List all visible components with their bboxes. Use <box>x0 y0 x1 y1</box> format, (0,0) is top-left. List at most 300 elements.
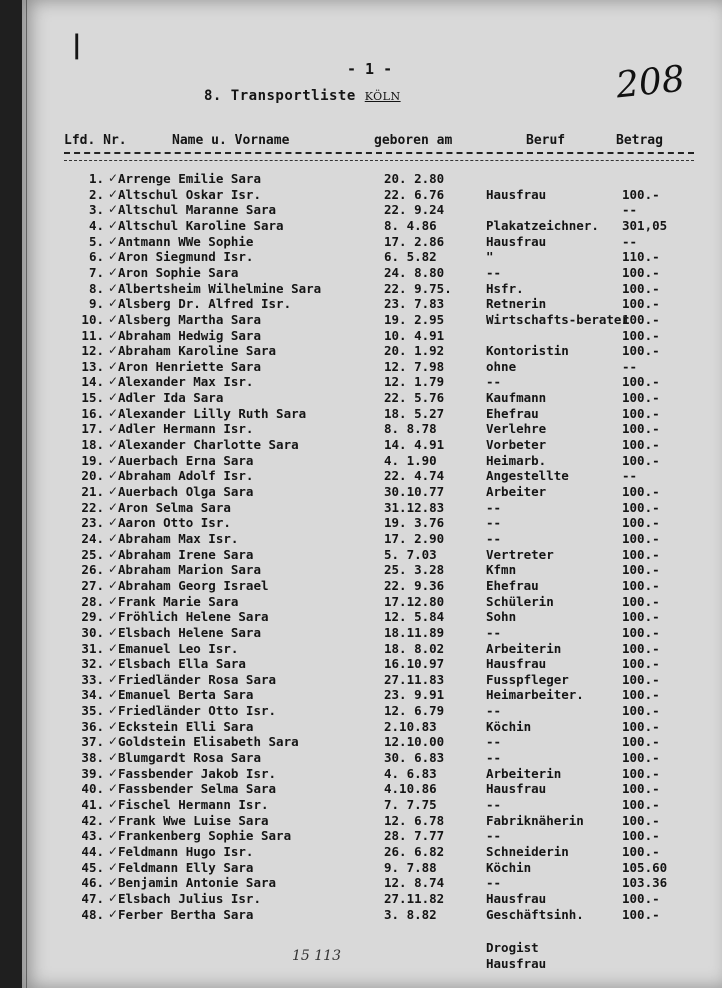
check-mark-icon: ✓ <box>108 452 119 467</box>
row-name: Fassbender Selma Sara <box>118 781 277 797</box>
row-number: 28. <box>81 593 104 609</box>
row-amount: 100.- <box>622 750 660 766</box>
row-occupation: Hsfr. <box>486 280 524 296</box>
check-mark-icon: ✓ <box>108 515 119 530</box>
row-amount: 100.- <box>622 311 660 327</box>
row-occupation: -- <box>486 374 502 390</box>
row-occupation: -- <box>486 624 502 640</box>
row-name: Aron Selma Sara <box>118 499 231 515</box>
row-birthdate: 4. 6.83 <box>384 765 437 781</box>
row-birthdate: 25. 3.28 <box>384 562 445 578</box>
row-number: 18. <box>81 437 104 453</box>
row-number: 47. <box>81 890 104 906</box>
row-number: 17. <box>81 421 104 437</box>
check-mark-icon: ✓ <box>108 843 119 858</box>
check-mark-icon: ✓ <box>108 875 119 890</box>
row-amount: 105.60 <box>622 859 668 875</box>
row-occupation: Vorbeter <box>486 437 547 453</box>
check-mark-icon: ✓ <box>108 640 119 655</box>
row-occupation: -- <box>486 797 502 812</box>
row-birthdate: 18. 8.02 <box>384 640 445 656</box>
row-number: 8. <box>88 280 104 296</box>
check-mark-icon: ✓ <box>108 421 119 436</box>
row-number: 20. <box>81 468 104 484</box>
row-name: Feldmann Elly Sara <box>118 859 254 875</box>
row-occupation: Fabriknäherin <box>486 812 584 828</box>
row-number: 37. <box>81 734 104 750</box>
row-name: Frank Wwe Luise Sara <box>118 812 269 828</box>
trailing-occupation: Hausfrau <box>486 956 547 971</box>
row-number: 16. <box>81 405 104 421</box>
row-birthdate: 8. 8.78 <box>384 421 437 437</box>
row-birthdate: 12.10.00 <box>384 734 445 750</box>
row-birthdate: 4. 1.90 <box>384 452 437 468</box>
row-birthdate: 12. 7.98 <box>384 358 445 374</box>
row-amount: 100.- <box>622 734 660 750</box>
row-amount: 100.- <box>622 343 660 359</box>
row-number: 45. <box>81 859 104 875</box>
row-birthdate: 17. 2.90 <box>384 530 445 546</box>
row-name: Blumgardt Rosa Sara <box>118 750 261 766</box>
row-occupation: Retnerin <box>486 296 547 312</box>
row-name: Abraham Georg Israel <box>118 577 269 593</box>
row-amount: 100.- <box>622 327 660 343</box>
row-birthdate: 27.11.82 <box>384 890 445 906</box>
row-birthdate: 27.11.83 <box>384 671 445 687</box>
header-lfd-nr: Lfd. Nr. <box>64 133 127 148</box>
row-number: 6. <box>88 249 104 265</box>
row-birthdate: 3. 8.82 <box>384 906 437 922</box>
row-amount: 100.- <box>622 405 660 421</box>
header-occupation: Beruf <box>526 133 566 148</box>
row-occupation: Köchin <box>486 859 532 875</box>
row-birthdate: 22. 4.74 <box>384 468 445 484</box>
row-occupation: Hausfrau <box>486 233 547 249</box>
row-number: 22. <box>81 499 104 515</box>
row-occupation: Hausfrau <box>486 781 547 797</box>
check-mark-icon: ✓ <box>108 546 119 561</box>
row-name: Eckstein Elli Sara <box>118 718 254 734</box>
page-number: - 1 - <box>347 60 393 78</box>
row-amount: 100.- <box>622 781 660 797</box>
handwritten-page-number: 208 <box>614 58 687 107</box>
check-mark-icon: ✓ <box>108 311 119 326</box>
row-amount: -- <box>622 202 638 218</box>
row-number: 36. <box>81 718 104 734</box>
row-occupation: Sohn <box>486 609 517 625</box>
row-amount: 100.- <box>622 577 660 593</box>
row-amount: 100.- <box>622 812 660 828</box>
row-birthdate: 12. 6.78 <box>384 812 445 828</box>
check-mark-icon: ✓ <box>108 562 119 577</box>
row-birthdate: 12. 8.74 <box>384 875 445 891</box>
row-amount: 100.- <box>622 640 660 656</box>
check-mark-icon: ✓ <box>108 859 119 874</box>
row-number: 11. <box>81 327 104 343</box>
row-occupation: Arbeiter <box>486 484 547 499</box>
row-occupation: Wirtschafts-berater <box>486 311 629 327</box>
check-mark-icon: ✓ <box>108 233 119 248</box>
row-number: 43. <box>81 828 104 844</box>
row-number: 25. <box>81 546 104 562</box>
row-number: 21. <box>81 484 104 499</box>
check-mark-icon: ✓ <box>108 577 119 592</box>
row-amount: 100.- <box>622 530 660 546</box>
page-edge <box>26 0 27 988</box>
row-amount: 100.- <box>622 609 660 625</box>
title-text: 8. Transportliste <box>204 88 356 104</box>
row-name: Benjamin Antonie Sara <box>118 875 277 891</box>
row-amount: 100.- <box>622 390 660 406</box>
trailing-occupation: Drogist <box>486 940 539 955</box>
check-mark-icon: ✓ <box>108 171 119 185</box>
row-birthdate: 10. 4.91 <box>384 327 445 343</box>
row-name: Abraham Marion Sara <box>118 562 261 578</box>
row-name: Emanuel Leo Isr. <box>118 640 239 656</box>
check-mark-icon: ✓ <box>108 296 119 311</box>
row-name: Elsbach Helene Sara <box>118 624 261 640</box>
row-name: Friedländer Rosa Sara <box>118 671 277 687</box>
row-number: 24. <box>81 530 104 546</box>
row-occupation: Schneiderin <box>486 843 569 859</box>
row-number: 15. <box>81 390 104 406</box>
row-amount: 100.- <box>622 906 660 922</box>
row-name: Aron Siegmund Isr. <box>118 249 254 265</box>
check-mark-icon: ✓ <box>108 390 119 405</box>
row-name: Goldstein Elisabeth Sara <box>118 734 299 750</box>
row-number: 5. <box>88 233 104 249</box>
check-mark-icon: ✓ <box>108 202 119 217</box>
row-occupation: Vertreter <box>486 546 554 562</box>
check-mark-icon: ✓ <box>108 828 119 843</box>
row-occupation: -- <box>486 750 502 766</box>
check-mark-icon: ✓ <box>108 530 119 545</box>
row-birthdate: 8. 4.86 <box>384 217 437 233</box>
corner-mark: | <box>72 30 82 60</box>
row-name: Emanuel Berta Sara <box>118 687 254 703</box>
row-number: 29. <box>81 609 104 625</box>
row-name: Aron Sophie Sara <box>118 264 239 280</box>
row-amount: 100.- <box>622 890 660 906</box>
row-birthdate: 28. 7.77 <box>384 828 445 844</box>
row-name: Auerbach Erna Sara <box>118 452 254 468</box>
check-mark-icon: ✓ <box>108 781 119 796</box>
row-birthdate: 23. 7.83 <box>384 296 445 312</box>
row-name: Fischel Hermann Isr. <box>118 797 269 812</box>
row-number: 41. <box>81 797 104 812</box>
check-mark-icon: ✓ <box>108 765 119 780</box>
row-name: Fassbender Jakob Isr. <box>118 765 277 781</box>
row-birthdate: 17. 2.86 <box>384 233 445 249</box>
row-occupation: Hausfrau <box>486 656 547 672</box>
row-name: Abraham Irene Sara <box>118 546 254 562</box>
document-page <box>22 0 722 988</box>
row-occupation: Hausfrau <box>486 186 547 202</box>
row-birthdate: 20. 1.92 <box>384 343 445 359</box>
row-number: 1. <box>88 171 104 186</box>
row-number: 13. <box>81 358 104 374</box>
row-name: Altschul Maranne Sara <box>118 202 277 218</box>
row-occupation: -- <box>486 703 502 719</box>
check-mark-icon: ✓ <box>108 656 119 671</box>
row-occupation: Verlehre <box>486 421 547 437</box>
row-name: Altschul Karoline Sara <box>118 217 284 233</box>
title-city: KÖLN <box>364 90 401 103</box>
check-mark-icon: ✓ <box>108 343 119 358</box>
row-name: Aron Henriette Sara <box>118 358 261 374</box>
check-mark-icon: ✓ <box>108 484 119 498</box>
check-mark-icon: ✓ <box>108 703 119 718</box>
row-birthdate: 12. 5.84 <box>384 609 445 625</box>
check-mark-icon: ✓ <box>108 624 119 639</box>
header-rule <box>64 152 694 154</box>
row-number: 10. <box>81 311 104 327</box>
row-number: 12. <box>81 343 104 359</box>
row-occupation: Kfmn <box>486 562 517 578</box>
row-name: Alsberg Martha Sara <box>118 311 261 327</box>
row-number: 26. <box>81 562 104 578</box>
row-name: Abraham Max Isr. <box>118 530 239 546</box>
row-name: Alsberg Dr. Alfred Isr. <box>118 296 292 312</box>
row-amount: 100.- <box>622 624 660 640</box>
row-amount: 100.- <box>622 656 660 672</box>
row-birthdate: 24. 8.80 <box>384 264 445 280</box>
row-occupation: Heimarb. <box>486 452 547 468</box>
row-occupation: -- <box>486 734 502 750</box>
row-birthdate: 14. 4.91 <box>384 437 445 453</box>
row-number: 14. <box>81 374 104 390</box>
header-name: Name u. Vorname <box>172 133 290 148</box>
row-number: 9. <box>88 296 104 312</box>
row-name: Abraham Adolf Isr. <box>118 468 254 484</box>
row-name: Elsbach Julius Isr. <box>118 890 261 906</box>
row-birthdate: 30. 6.83 <box>384 750 445 766</box>
row-number: 38. <box>81 750 104 766</box>
check-mark-icon: ✓ <box>108 671 119 686</box>
row-name: Ferber Bertha Sara <box>118 906 254 922</box>
row-number: 7. <box>88 264 104 280</box>
row-occupation: -- <box>486 530 502 546</box>
row-amount: 100.- <box>622 186 660 202</box>
row-occupation: Ehefrau <box>486 577 539 593</box>
row-number: 27. <box>81 577 104 593</box>
row-amount: 100.- <box>622 562 660 578</box>
row-number: 42. <box>81 812 104 828</box>
row-name: Alexander Charlotte Sara <box>118 437 299 453</box>
row-birthdate: 16.10.97 <box>384 656 445 672</box>
row-number: 46. <box>81 875 104 891</box>
row-birthdate: 22. 9.24 <box>384 202 445 218</box>
row-birthdate: 7. 7.75 <box>384 797 437 812</box>
row-birthdate: 31.12.83 <box>384 499 445 515</box>
row-occupation: Schülerin <box>486 593 554 609</box>
row-birthdate: 18. 5.27 <box>384 405 445 421</box>
row-occupation: Fusspfleger <box>486 671 569 687</box>
check-mark-icon: ✓ <box>108 609 119 624</box>
row-occupation: " <box>486 249 494 265</box>
row-name: Fröhlich Helene Sara <box>118 609 269 625</box>
row-amount: 100.- <box>622 765 660 781</box>
check-mark-icon: ✓ <box>108 217 119 232</box>
row-amount: 100.- <box>622 718 660 734</box>
check-mark-icon: ✓ <box>108 358 119 373</box>
row-number: 4. <box>88 217 104 233</box>
check-mark-icon: ✓ <box>108 468 119 483</box>
check-mark-icon: ✓ <box>108 812 119 827</box>
row-amount: 100.- <box>622 546 660 562</box>
row-amount: 100.- <box>622 264 660 280</box>
row-name: Friedländer Otto Isr. <box>118 703 277 719</box>
row-birthdate: 9. 7.88 <box>384 859 437 875</box>
row-amount: 100.- <box>622 843 660 859</box>
row-number: 48. <box>81 906 104 922</box>
row-amount: 100.- <box>622 828 660 844</box>
document-title <box>204 88 401 104</box>
check-mark-icon: ✓ <box>108 687 119 702</box>
check-mark-icon: ✓ <box>108 499 119 514</box>
row-name: Adler Ida Sara <box>118 390 224 406</box>
row-occupation: Plakatzeichner. <box>486 217 599 233</box>
row-birthdate: 12. 6.79 <box>384 703 445 719</box>
row-amount: -- <box>622 233 638 249</box>
row-birthdate: 22. 5.76 <box>384 390 445 406</box>
row-amount: 100.- <box>622 296 660 312</box>
row-occupation: Angestellte <box>486 468 569 484</box>
row-occupation: Kaufmann <box>486 390 547 406</box>
header-rule-secondary <box>64 160 694 161</box>
row-number: 3. <box>88 202 104 218</box>
row-number: 19. <box>81 452 104 468</box>
row-amount: 100.- <box>622 499 660 515</box>
check-mark-icon: ✓ <box>108 750 119 765</box>
check-mark-icon: ✓ <box>108 405 119 420</box>
row-number: 32. <box>81 656 104 672</box>
row-amount: 100.- <box>622 452 660 468</box>
row-amount: 100.- <box>622 374 660 390</box>
row-occupation: Geschäftsinh. <box>486 906 584 922</box>
check-mark-icon: ✓ <box>108 734 119 749</box>
row-number: 23. <box>81 515 104 531</box>
row-occupation: Heimarbeiter. <box>486 687 584 703</box>
row-name: Aaron Otto Isr. <box>118 515 231 531</box>
header-born: geboren am <box>374 133 453 148</box>
row-occupation: -- <box>486 828 502 844</box>
row-birthdate: 17.12.80 <box>384 593 445 609</box>
check-mark-icon: ✓ <box>108 186 119 201</box>
row-birthdate: 4.10.86 <box>384 781 437 797</box>
row-name: Albertsheim Wilhelmine Sara <box>118 280 322 296</box>
row-occupation: Arbeiterin <box>486 765 562 781</box>
row-occupation: Hausfrau <box>486 890 547 906</box>
row-amount: -- <box>622 468 638 484</box>
row-amount: 100.- <box>622 484 660 499</box>
row-birthdate: 30.10.77 <box>384 484 445 499</box>
row-name: Feldmann Hugo Isr. <box>118 843 254 859</box>
row-name: Abraham Hedwig Sara <box>118 327 261 343</box>
row-number: 33. <box>81 671 104 687</box>
row-birthdate: 23. 9.91 <box>384 687 445 703</box>
row-number: 35. <box>81 703 104 719</box>
check-mark-icon: ✓ <box>108 718 119 733</box>
row-amount: 301,05 <box>622 217 668 233</box>
row-name: Adler Hermann Isr. <box>118 421 254 437</box>
row-amount: 100.- <box>622 593 660 609</box>
check-mark-icon: ✓ <box>108 437 119 452</box>
row-occupation: -- <box>486 515 502 531</box>
row-amount: 100.- <box>622 687 660 703</box>
check-mark-icon: ✓ <box>108 593 119 608</box>
row-occupation: Arbeiterin <box>486 640 562 656</box>
check-mark-icon: ✓ <box>108 327 119 342</box>
row-number: 31. <box>81 640 104 656</box>
row-occupation: ohne <box>486 358 517 374</box>
row-amount: -- <box>622 358 638 374</box>
check-mark-icon: ✓ <box>108 280 119 295</box>
row-number: 34. <box>81 687 104 703</box>
row-amount: 100.- <box>622 797 660 812</box>
check-mark-icon: ✓ <box>108 374 119 389</box>
row-name: Antmann WWe Sophie <box>118 233 254 249</box>
row-number: 40. <box>81 781 104 797</box>
row-birthdate: 19. 3.76 <box>384 515 445 531</box>
row-number: 44. <box>81 843 104 859</box>
check-mark-icon: ✓ <box>108 906 119 921</box>
row-birthdate: 2.10.83 <box>384 718 437 734</box>
row-amount: 100.- <box>622 437 660 453</box>
row-name: Arrenge Emilie Sara <box>118 171 261 186</box>
row-amount: 103.36 <box>622 875 668 891</box>
row-name: Auerbach Olga Sara <box>118 484 254 499</box>
row-name: Frankenberg Sophie Sara <box>118 828 292 844</box>
row-birthdate: 20. 2.80 <box>384 171 445 186</box>
row-name: Elsbach Ella Sara <box>118 656 246 672</box>
check-mark-icon: ✓ <box>108 890 119 905</box>
row-amount: 100.- <box>622 515 660 531</box>
row-name: Alexander Max Isr. <box>118 374 254 390</box>
row-amount: 100.- <box>622 703 660 719</box>
row-number: 30. <box>81 624 104 640</box>
row-birthdate: 22. 9.75. <box>384 280 452 296</box>
row-occupation: -- <box>486 264 502 280</box>
row-birthdate: 18.11.89 <box>384 624 445 640</box>
row-birthdate: 19. 2.95 <box>384 311 445 327</box>
check-mark-icon: ✓ <box>108 249 119 264</box>
row-occupation: -- <box>486 499 502 515</box>
row-name: Frank Marie Sara <box>118 593 239 609</box>
row-occupation: Kontoristin <box>486 343 569 359</box>
row-birthdate: 12. 1.79 <box>384 374 445 390</box>
bottom-handwritten-note: 15 113 <box>292 948 341 964</box>
row-number: 39. <box>81 765 104 781</box>
row-name: Abraham Karoline Sara <box>118 343 277 359</box>
row-birthdate: 22. 6.76 <box>384 186 445 202</box>
row-amount: 100.- <box>622 671 660 687</box>
row-birthdate: 26. 6.82 <box>384 843 445 859</box>
row-birthdate: 22. 9.36 <box>384 577 445 593</box>
check-mark-icon: ✓ <box>108 264 119 279</box>
row-amount: 100.- <box>622 421 660 437</box>
row-amount: 100.- <box>622 280 660 296</box>
row-occupation: Köchin <box>486 718 532 734</box>
row-amount: 110.- <box>622 249 660 265</box>
row-birthdate: 5. 7.03 <box>384 546 437 562</box>
row-name: Altschul Oskar Isr. <box>118 186 261 202</box>
check-mark-icon: ✓ <box>108 797 119 811</box>
header-amount: Betrag <box>616 133 663 148</box>
row-occupation: Ehefrau <box>486 405 539 421</box>
row-name: Alexander Lilly Ruth Sara <box>118 405 307 421</box>
row-occupation: -- <box>486 875 502 891</box>
